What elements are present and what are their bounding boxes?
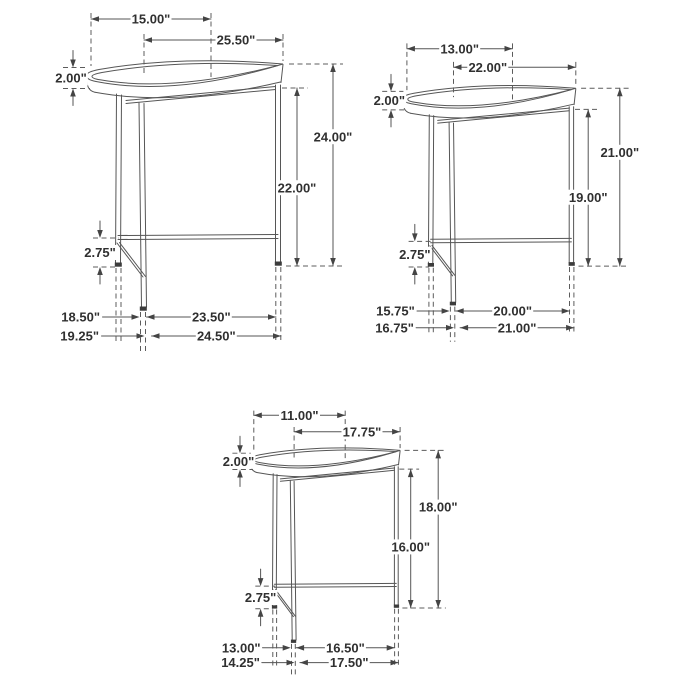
dimension-arrow <box>237 470 243 478</box>
dim-label-overall_height: 18.00" <box>418 499 458 515</box>
dim-label-base_length_outer: 17.50" <box>329 655 369 671</box>
drawing-line <box>118 239 278 240</box>
dimension-arrow <box>258 609 264 617</box>
dim-label-stretcher_height: 2.75" <box>399 246 431 262</box>
foot-glide <box>428 263 434 267</box>
dimension-arrow <box>617 258 623 266</box>
dimension-arrow <box>388 83 394 91</box>
foot-glide <box>272 605 277 608</box>
drawing-line <box>432 245 455 275</box>
dim-label-stretcher_height: 2.75" <box>244 590 277 606</box>
drawing-line <box>274 583 396 584</box>
dimension-arrow <box>132 314 140 320</box>
dimension-arrow <box>407 46 415 52</box>
dimension-arrow <box>273 333 281 339</box>
dimension-arrow <box>337 413 345 419</box>
dimension-arrow <box>392 429 400 435</box>
dimension-arrow <box>435 450 441 458</box>
dimension-arrow <box>147 314 155 320</box>
dimension-arrow <box>152 333 160 339</box>
dim-label-base_length_inner: 20.00" <box>493 303 533 319</box>
dimension-arrow <box>91 16 99 22</box>
drawing-line <box>274 587 396 588</box>
foot-glide <box>450 302 456 306</box>
dimension-arrow <box>505 46 513 52</box>
table-drawing-small <box>221 408 459 675</box>
dimension-arrow <box>412 267 418 275</box>
table-art <box>87 61 284 311</box>
dimension-arrow <box>254 413 262 419</box>
dim-label-top_thickness: 2.00" <box>373 93 406 109</box>
foot-glide <box>291 640 296 643</box>
foot-glide <box>569 262 575 266</box>
dimension-arrow <box>456 308 464 314</box>
dimension-arrow <box>562 308 570 314</box>
dimension-arrow <box>275 37 283 43</box>
table-dimensions <box>54 12 353 353</box>
table-drawing-medium <box>372 41 640 342</box>
dimension-arrow <box>568 64 576 70</box>
dimension-arrow <box>237 445 243 453</box>
dim-label-clearance_height: 16.00" <box>391 539 431 555</box>
dim-label-base_length_outer: 24.50" <box>196 328 236 344</box>
dimension-arrow <box>287 660 295 666</box>
table-dimensions <box>372 41 640 342</box>
dimension-arrow <box>70 89 76 97</box>
dimension-arrow <box>258 578 264 586</box>
dim-label-clearance_height: 19.00" <box>568 189 608 205</box>
drawing-line <box>281 65 283 83</box>
drawing-line <box>438 108 570 120</box>
drawing-line <box>574 89 576 105</box>
dim-label-top_length: 17.75" <box>342 424 382 440</box>
drawing-line <box>449 123 451 303</box>
drawing-line <box>438 111 570 123</box>
dimension-arrow <box>330 258 336 266</box>
dim-label-base_depth_inner: 15.75" <box>376 303 415 319</box>
dim-label-stretcher_height: 2.75" <box>84 245 116 261</box>
dim-label-base_depth_inner: 13.00" <box>221 640 261 656</box>
dimension-arrow <box>566 325 574 331</box>
dimension-arrow <box>294 429 302 435</box>
dimension-arrow <box>435 600 441 608</box>
drawing-line <box>121 95 122 263</box>
dimension-arrow <box>97 230 103 238</box>
drawing-line <box>280 468 394 479</box>
dimension-arrow <box>97 267 103 275</box>
dim-label-base_depth_outer: 19.25" <box>60 328 99 344</box>
dim-label-base_depth_inner: 18.50" <box>61 309 100 325</box>
dimension-arrow <box>330 64 336 72</box>
dim-label-base_length_inner: 23.50" <box>191 309 231 325</box>
dim-label-base_length_outer: 21.00" <box>497 320 537 336</box>
dimension-arrow <box>408 469 414 477</box>
dim-label-overall_height: 21.00" <box>600 144 640 160</box>
dim-label-top_thickness: 2.00" <box>55 70 87 86</box>
drawing-line <box>399 451 401 465</box>
drawing-line <box>118 235 278 236</box>
drawing-line <box>139 103 142 307</box>
dimension-arrow <box>585 109 591 117</box>
dimension-arrow <box>144 37 152 43</box>
dimension-arrow <box>268 314 276 320</box>
drawing-line <box>116 94 117 263</box>
drawing-line <box>431 238 572 239</box>
dim-label-base_depth_outer: 14.25" <box>221 655 260 671</box>
drawing-line <box>433 116 434 264</box>
dimension-arrow <box>300 660 308 666</box>
table-drawing-large <box>54 12 353 353</box>
dimension-arrow <box>388 110 394 118</box>
drawing-line <box>280 470 394 481</box>
foot-glide <box>115 263 122 267</box>
dim-label-overall_height: 24.00" <box>313 129 353 145</box>
drawing-line <box>276 475 277 606</box>
dimension-arrow <box>203 16 211 22</box>
dimension-arrow <box>442 308 450 314</box>
dimension-arrow <box>408 600 414 608</box>
dim-label-top_width: 13.00" <box>440 41 480 57</box>
drawing-line <box>126 90 276 104</box>
foot-glide <box>140 307 147 311</box>
dimension-arrow <box>296 645 304 651</box>
dimension-arrow <box>283 645 291 651</box>
dimension-arrow <box>585 258 591 266</box>
dimension-arrow <box>460 325 468 331</box>
dimension-arrow <box>387 645 395 651</box>
foot-glide <box>275 262 282 266</box>
foot-glide <box>394 605 399 608</box>
dim-label-top_length: 22.00" <box>468 59 508 75</box>
dimension-arrow <box>454 64 462 70</box>
drawing-line <box>120 243 146 277</box>
dim-label-top_width: 15.00" <box>131 11 171 27</box>
drawing-line <box>276 590 296 617</box>
dim-label-base_depth_outer: 16.75" <box>375 320 414 336</box>
dim-label-base_length_inner: 16.50" <box>326 640 365 656</box>
dim-label-top_width: 11.00" <box>280 407 319 423</box>
drawing-line <box>431 242 572 243</box>
dimension-arrow <box>294 88 300 96</box>
drawing-line <box>126 87 276 101</box>
dimension-arrow <box>294 258 300 266</box>
dim-label-top_thickness: 2.00" <box>222 453 255 469</box>
dim-label-clearance_height: 22.00" <box>277 180 317 196</box>
dimension-arrow <box>412 233 418 241</box>
dimension-arrow <box>70 60 76 68</box>
dim-label-top_length: 25.50" <box>216 32 256 48</box>
dimension-arrow <box>617 88 623 96</box>
drawing-line <box>290 481 292 640</box>
